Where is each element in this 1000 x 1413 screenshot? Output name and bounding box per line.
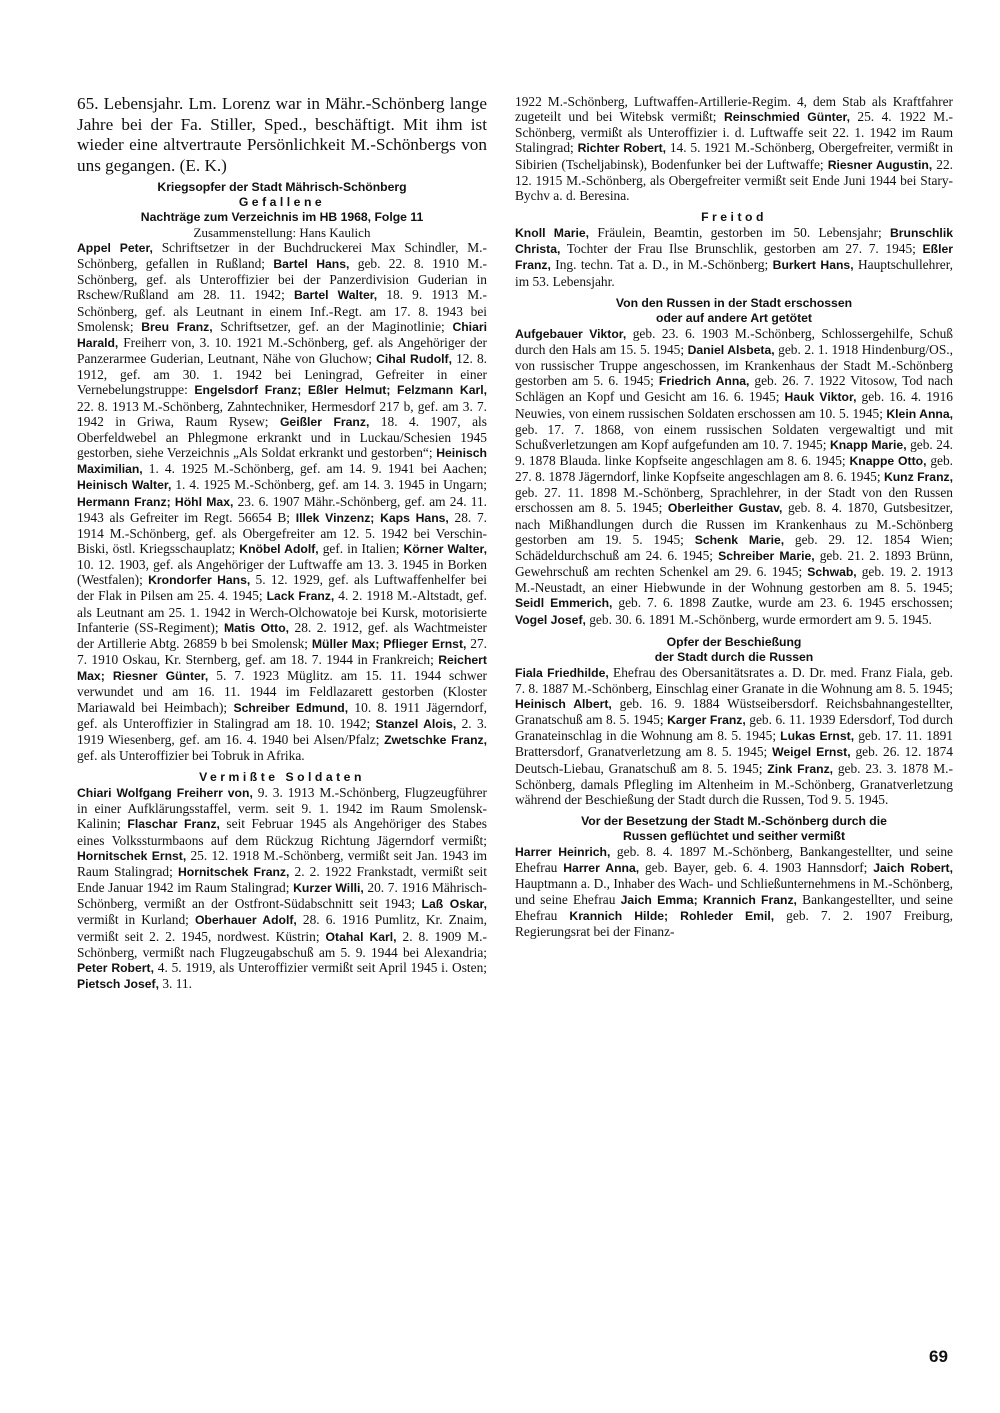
entry-text: geb. 8. 4. 1897 M.-Schönberg, Bankangestellter, und seine Ehefrau — [515, 844, 954, 876]
person-name: Krannich Hilde; Rohleder Emil, — [569, 908, 775, 923]
person-name: Daniel Alsbeta, — [687, 342, 775, 357]
entry-text: Bankangestellter, und seine Ehefrau — [515, 891, 953, 923]
shot-list — [515, 326, 953, 628]
person-name: Lack Franz, — [266, 589, 335, 604]
entry-text: Freiherr von, 3. 10. 1921 M.-Schönberg, gef. als Angehöriger der Panzerarmee Guderian, Leutnant, Nähe von Gluchow; — [77, 334, 487, 367]
entry-text: 18. 9. 1913 M.-Schönberg, gef. als Leutnant in einem Inf.-Regt. am 17. 8. 1943 bei Smolensk; — [77, 287, 487, 334]
entry-text: 27. 7. 1910 Oskau, Kr. Sternberg, gef. am 18. 7. 1944 in Frankreich; — [77, 635, 487, 668]
person-name: Zwetschke Franz, — [384, 732, 487, 747]
person-name: Heinisch Walter, — [77, 478, 172, 493]
person-name: Chiari Wolfgang Freiherr von, — [77, 786, 253, 801]
person-name: Oberleither Gustav, — [667, 501, 783, 516]
entry-text: 2. 2. 1922 Frankstadt, vermißt seit Ende Januar 1942 im Raum Stalingrad; — [77, 863, 487, 896]
person-name: Aufgebauer Viktor, — [515, 326, 627, 341]
person-name: Jaich Robert, — [873, 861, 953, 876]
person-name: Illek Vinzenz; Kaps Hans, — [295, 510, 449, 525]
section-heading-shelling: Opfer der Beschießung — [666, 634, 802, 649]
obituary-intro: 65. Lebensjahr. Lm. Lorenz war in Mähr.-Schönberg lange Jahre bei der Fa. Stiller, Sped., beschäftigt. Mit ihm ist wieder eine altvertraute Persönlichkeit M.-Schönbergs von uns gegangen. (E. K.) — [77, 94, 487, 175]
entry-text: geb. 16. 4. 1916 Neuwies, von einem russischen Soldaten erschossen am 10. 5. 1945; — [515, 389, 953, 421]
person-name: Harrer Heinrich, — [515, 845, 611, 860]
person-name: Eßler Franz, — [515, 242, 953, 273]
entry-text: 28. 7. 1914 M.-Schönberg, gef. als Obergefreiter am 12. 5. 1942 bei Verschin-Biski, östl. Kriegsschauplatz; — [77, 509, 487, 556]
entry-text: Hauptmann a. D., Inhaber des Wach- und Schließunternehmens in M.-Schönberg, und seine Ehefrau — [515, 876, 953, 907]
entry-text: geb. 7. 2. 1907 Freiburg, Regierungsrat bei der Finanz- — [515, 907, 953, 939]
person-name: Müller Max; Pflieger Ernst, — [311, 636, 467, 651]
section-heading-war-victims: Kriegsopfer der Stadt Mährisch-Schönberg — [157, 180, 407, 194]
entry-text: geb. 8. 4. 1870, Gutsbesitzer, nach Mißhandlungen durch die Russen im Krankenhaus zu M.-Schönberg gestorben am 19. 5. 1945; — [515, 500, 953, 547]
section-heading-shelling-2: der Stadt durch die Russen — [654, 649, 814, 664]
section-heading-fled-2: Russen geflüchtet und seither vermißt — [622, 829, 846, 844]
person-name: Seidl Emmerich, — [515, 596, 613, 611]
right-column — [515, 94, 953, 939]
entry-text: 18. 4. 1907, als Oberfeldwebel an Phlegmone erkrankt und in Luckau/Schesien 1945 gestorben, siehe Verzeichnis „Als Soldat erkrankt und gestorben“; — [77, 413, 487, 461]
person-name: Krondorfer Hans, — [148, 573, 251, 588]
left-column — [77, 94, 487, 992]
person-name: Otahal Karl, — [325, 929, 397, 944]
person-name: Schreiber Marie, — [718, 548, 815, 563]
entry-text: 12. 8. 1912, gef. am 30. 1. 1942 bei Leningrad, Gefreiter in einer Vernebelungstruppe: — [77, 351, 488, 398]
entry-text: 28. 2. 1912, gef. als Wachtmeister der Artillerie Abtg. 26859 b bei Smolensk; — [77, 619, 488, 651]
person-name: Harrer Anna, — [563, 861, 640, 876]
person-name: Laß Oskar, — [421, 897, 487, 912]
person-name: Knapp Marie, — [829, 437, 907, 452]
entry-text: geb. 16. 9. 1884 Wüstseibersdorf. Reichsbahnangestellter, Granatschuß am 8. 5. 1945; — [515, 696, 953, 728]
entry-text: geb. 21. 2. 1893 Brünn, Gewehrschuß am rechten Schenkel am 29. 6. 1945; — [515, 547, 954, 580]
person-name: Schenk Marie, — [694, 532, 785, 547]
person-name: Hauk Viktor, — [784, 390, 857, 405]
person-name: Stanzel Alois, — [375, 716, 457, 731]
person-name: Zink Franz, — [767, 761, 834, 776]
person-name: Kunz Franz, — [883, 470, 954, 485]
person-name: Heinisch Maximilian, — [77, 446, 487, 477]
person-name: Jaich Emma; Krannich Franz, — [620, 892, 797, 907]
section-heading-suicide: Freitod — [701, 210, 767, 225]
person-name: Hornitschek Franz, — [177, 864, 290, 879]
entry-text: 1. 4. 1925 M.-Schönberg, gef. am 14. 9. 1941 bei Aachen; — [142, 461, 487, 477]
entry-text: seit Februar 1945 als Angehöriger des Stabes eines Volkssturmbaons auf dem Rückzug Richtung Jägerndorf vermißt; — [77, 816, 487, 848]
entry-text: 5. 12. 1929, gef. als Luftwaffenhelfer bei der Flak in Pilsen am 25. 4. 1945; — [77, 572, 487, 604]
person-name: Vogel Josef, — [515, 612, 586, 627]
entry-text: geb. 29. 12. 1854 Wien; Schädeldurchschuß am 24. 6. 1945; — [515, 531, 953, 563]
person-name: Engelsdorf Franz; Eßler Helmut; Felzmann Karl, — [194, 383, 487, 398]
section-heading-addenda: Nachträge zum Verzeichnis im HB 1968, Folge 11 — [140, 210, 424, 224]
person-name: Fiala Friedhilde, — [515, 665, 609, 680]
person-name: Schwab, — [807, 565, 857, 580]
person-name: Friedrich Anna, — [658, 374, 750, 389]
person-name: Chiari Harald, — [77, 319, 487, 350]
entry-text: geb. 24. 9. 1878 Blauda. linke Kopfseite angeschlagen am 8. 6. 1945; — [515, 436, 953, 468]
person-name: Reichert Max; Riesner Günter, — [77, 653, 487, 684]
entry-text: 14. 5. 1921 M.-Schönberg, Obergefreiter, vermißt in Sibirien (Tscheljabinsk), Bodenfunker bei der Luftwaffe; — [515, 140, 953, 172]
section-heading-missing: Vermißte Soldaten — [199, 770, 365, 785]
entry-text: Fräulein, Beamtin, gestorben im 50. Lebensjahr; — [589, 225, 890, 241]
person-name: Hermann Franz; Höhl Max, — [77, 494, 234, 509]
entry-text: geb. 23. 3. 1878 M.-Schönberg, damals Pflegling im Altenheim in M.-Schönberg, Granatverletzung während der Beschießung der Stadt durch die Russen, Tod 9. 5. 1945. — [515, 760, 953, 807]
person-name: Appel Peter, — [77, 241, 153, 255]
entry-text: Hauptschullehrer, im 53. Lebensjahr. — [515, 257, 953, 289]
entry-text: 3. 11. — [158, 976, 192, 992]
person-name: Bartel Hans, — [273, 257, 350, 272]
person-name: Lukas Ernst, — [780, 729, 855, 744]
section-heading-fled: Vor der Besetzung der Stadt M.-Schönberg durch die — [581, 814, 887, 829]
fallen-list — [77, 240, 487, 763]
person-name: Klein Anna, — [886, 406, 954, 421]
entry-text: Tochter der Frau Ilse Brunschlik, gestorben am 27. 7. 1945; — [560, 241, 923, 257]
section-heading-shot-by-russians: Von den Russen in der Stadt erschossen — [615, 295, 853, 310]
person-name: Peter Robert, — [77, 960, 154, 975]
person-name: Schreiber Edmund, — [233, 700, 349, 715]
entry-text: geb. 2. 1. 1918 Hindenburg/OS., von russischer Truppe angeschossen, im Krankenhaus der Stadt M.-Schönberg gestorben am 5. 6. 1945; — [515, 341, 953, 389]
page-number: 69 — [929, 1347, 948, 1366]
person-name: Cihal Rudolf, — [376, 352, 452, 367]
person-name: Pietsch Josef, — [77, 977, 159, 992]
entry-text: geb. 23. 6. 1903 M.-Schönberg, Schlossergehilfe, Schuß durch den Hals am 15. 5. 1945; — [515, 325, 953, 357]
entry-text: gef. als Unteroffizier bei Tobruk in Afrika. — [77, 748, 305, 763]
entry-text: 1922 M.-Schönberg, Luftwaffen-Artillerie-Regim. 4, dem Stab als Kraftfahrer zugeteilt und bei Witebsk vermißt; — [515, 94, 953, 125]
entry-text: 1. 4. 1925 M.-Schönberg, gef. am 14. 3. 1945 in Ungarn; — [171, 477, 487, 493]
person-name: Oberhauer Adolf, — [194, 913, 297, 928]
entry-text: geb. 6. 11. 1939 Edersdorf, Tod durch Granateinschlag in die Wohnung am 8. 5. 1945; — [515, 712, 953, 744]
person-name: Knoll Marie, — [515, 226, 590, 241]
person-name: Knöbel Adolf, — [239, 541, 319, 556]
person-name: Breu Franz, — [141, 319, 213, 334]
fled-list — [515, 844, 953, 939]
person-name: Karger Franz, — [667, 713, 746, 728]
entry-text: geb. 7. 6. 1898 Zautke, wurde am 23. 6. 1945 erschossen; — [612, 595, 954, 611]
person-name: Weigel Ernst, — [772, 745, 851, 760]
compiler-note: Zusammenstellung: Hans Kaulich — [193, 225, 371, 240]
entry-text: 5. 7. 1923 Müglitz. am 15. 11. 1944 schwer verwundet und am 16. 11. 1944 im Feldlazarett gestorben (Kloster Mariawald bei Heimbach); — [77, 668, 487, 715]
shelling-list — [515, 665, 953, 807]
entry-text: 10. 12. 1903, gef. als Angehöriger der Luftwaffe am 13. 3. 1945 in Borken (Westfalen); — [77, 557, 487, 588]
entry-text: 20. 7. 1916 Mährisch-Schönberg, vermißt an der Ostfront-Südabschnitt seit 1943; — [77, 880, 487, 912]
entry-text: 25. 12. 1918 M.-Schönberg, vermißt seit Jan. 1943 im Raum Stalingrad; — [77, 847, 487, 879]
person-name: Reinschmied Günter, — [723, 110, 850, 125]
person-name: Matis Otto, — [224, 620, 290, 635]
person-name: Riesner Augustin, — [827, 157, 933, 172]
entry-text: 28. 6. 1916 Pumlitz, Kr. Znaim, vermißt seit 2. 2. 1945, nordwest. Küstrin; — [77, 912, 487, 944]
person-name: Flaschar Franz, — [127, 817, 220, 832]
entry-text: geb. Bayer, geb. 6. 4. 1903 Hannsdorf; — [639, 860, 874, 876]
entry-text: Ehefrau des Obersanitätsrates a. D. Dr. med. Franz Fiala, geb. 7. 8. 1887 M.-Schönberg, Einschlag einer Granate in die Wohnung am 8. 5. 1945; — [515, 664, 954, 696]
entry-text: 22. 8. 1913 M.-Schönberg, Zahntechniker, Hermesdorf 217 b, gef. am 3. 7. 1942 in Griwa, Raum Rysew; — [77, 398, 487, 429]
missing-list — [77, 785, 487, 992]
entry-text: Schriftsetzer, gef. an der Maginotlinie; — [212, 318, 453, 334]
missing-list-continued — [515, 94, 953, 203]
section-heading-fallen: Gefallene — [238, 195, 326, 209]
person-name: Bartel Walter, — [293, 288, 378, 303]
entry-text: geb. 30. 6. 1891 M.-Schönberg, wurde ermordert am 9. 5. 1945. — [585, 611, 932, 627]
section-heading-shot-by-russians-2: oder auf andere Art getötet — [656, 310, 812, 325]
person-name: Körner Walter, — [403, 541, 487, 556]
entry-text: geb. 27. 8. 1878 Jägerndorf, linke Kopfseite angeschlagen am 8. 6. 1945; — [515, 452, 954, 485]
person-name: Knappe Otto, — [849, 453, 927, 468]
entry-text: 23. 6. 1907 Mähr.-Schönberg, gef. am 24. 11. 1943 als Gefreiter im Regt. 56654 B; — [77, 493, 488, 525]
entry-text: 2. 3. 1919 Wiesenberg, gef. am 16. 4. 1940 bei Alsen/Pfalz; — [77, 715, 487, 747]
person-name: Hornitschek Ernst, — [77, 848, 187, 863]
person-name: Richter Robert, — [577, 141, 667, 156]
entry-text: geb. 27. 11. 1898 M.-Schönberg, Sprachlehrer, in der Stadt von den Russen erschossen am 8. 5. 1945; — [515, 485, 953, 516]
entry-text: 25. 4. 1922 M.-Schönberg, vermißt als Unteroffizier i. d. Luftwaffe seit 22. 1. 1942 im Raum Stalingrad; — [515, 109, 953, 156]
entry-text: vermißt in Kurland; — [77, 912, 195, 928]
suicide-list — [515, 225, 953, 289]
entry-text: Schriftsetzer in der Buchdruckerei Max Schindler, M.-Schönberg, gefallen in Rußland; — [77, 240, 487, 272]
entry-text: 4. 2. 1918 M.-Altstadt, gef. als Leutnant am 25. 1. 1942 in Werch-Olchowatoje bei Kursk, motorisierte Infanterie (SS-Regiment); — [77, 588, 488, 635]
person-name: Brunschlik Christa, — [515, 226, 953, 257]
entry-text: geb. 19. 2. 1913 M.-Neustadt, an einer Hiebwunde in der Wohnung gestorben am 8. 5. 1945; — [515, 564, 953, 596]
person-name: Heinisch Albert, — [515, 697, 612, 711]
entry-text: 10. 8. 1911 Jägerndorf, gef. als Unteroffizier in Stalingrad am 18. 10. 1942; — [77, 699, 487, 731]
person-name: Geißler Franz, — [279, 414, 370, 429]
person-name: Kurzer Willi, — [293, 881, 364, 896]
entry-text: geb. 26. 7. 1922 Vitosow, Tod nach Schlägen an Kopf und Gesicht am 16. 6. 1945; — [515, 373, 953, 405]
entry-text: geb. 17. 11. 1891 Brattersdorf, Granatverletzung am 8. 5. 1945; — [515, 728, 953, 760]
entry-text: geb. 26. 12. 1874 Deutsch-Liebau, Granatschuß am 8. 5. 1945; — [515, 744, 953, 776]
entry-text: gef. in Italien; — [318, 540, 404, 556]
entry-text: Ing. techn. Tat a. D., in M.-Schönberg; — [550, 257, 773, 273]
entry-text: 22. 12. 1915 M.-Schönberg, als Obergefreiter vermißt seit Ende Juni 1944 bei Stary-Bychv a. d. Beresina. — [515, 156, 953, 203]
entry-text: 2. 8. 1909 M.-Schönberg, vermißt nach Flugzeugabschuß am 5. 9. 1944 bei Alexandria; — [77, 928, 487, 960]
entry-text: 9. 3. 1913 M.-Schönberg, Flugzeugführer in einer Aufklärungsstaffel, verm. seit 9. 1. 1942 im Raum Smolensk-Kalinin; — [77, 785, 487, 832]
entry-text: 4. 5. 1919, als Unteroffizier vermißt seit April 1945 i. Osten; — [153, 959, 487, 975]
entry-text: geb. 17. 7. 1868, von einem russischen Soldaten vergewaltigt und mit Schußverletzungen am Kopf aufgefunden am 10. 7. 1945; — [515, 421, 953, 452]
entry-text: geb. 22. 8. 1910 M.-Schönberg, gef. als Unteroffizier bei der Panzerdivision Guderian in Rschew/Rußland am 28. 11. 1942; — [77, 256, 488, 303]
person-name: Burkert Hans, — [772, 258, 854, 273]
